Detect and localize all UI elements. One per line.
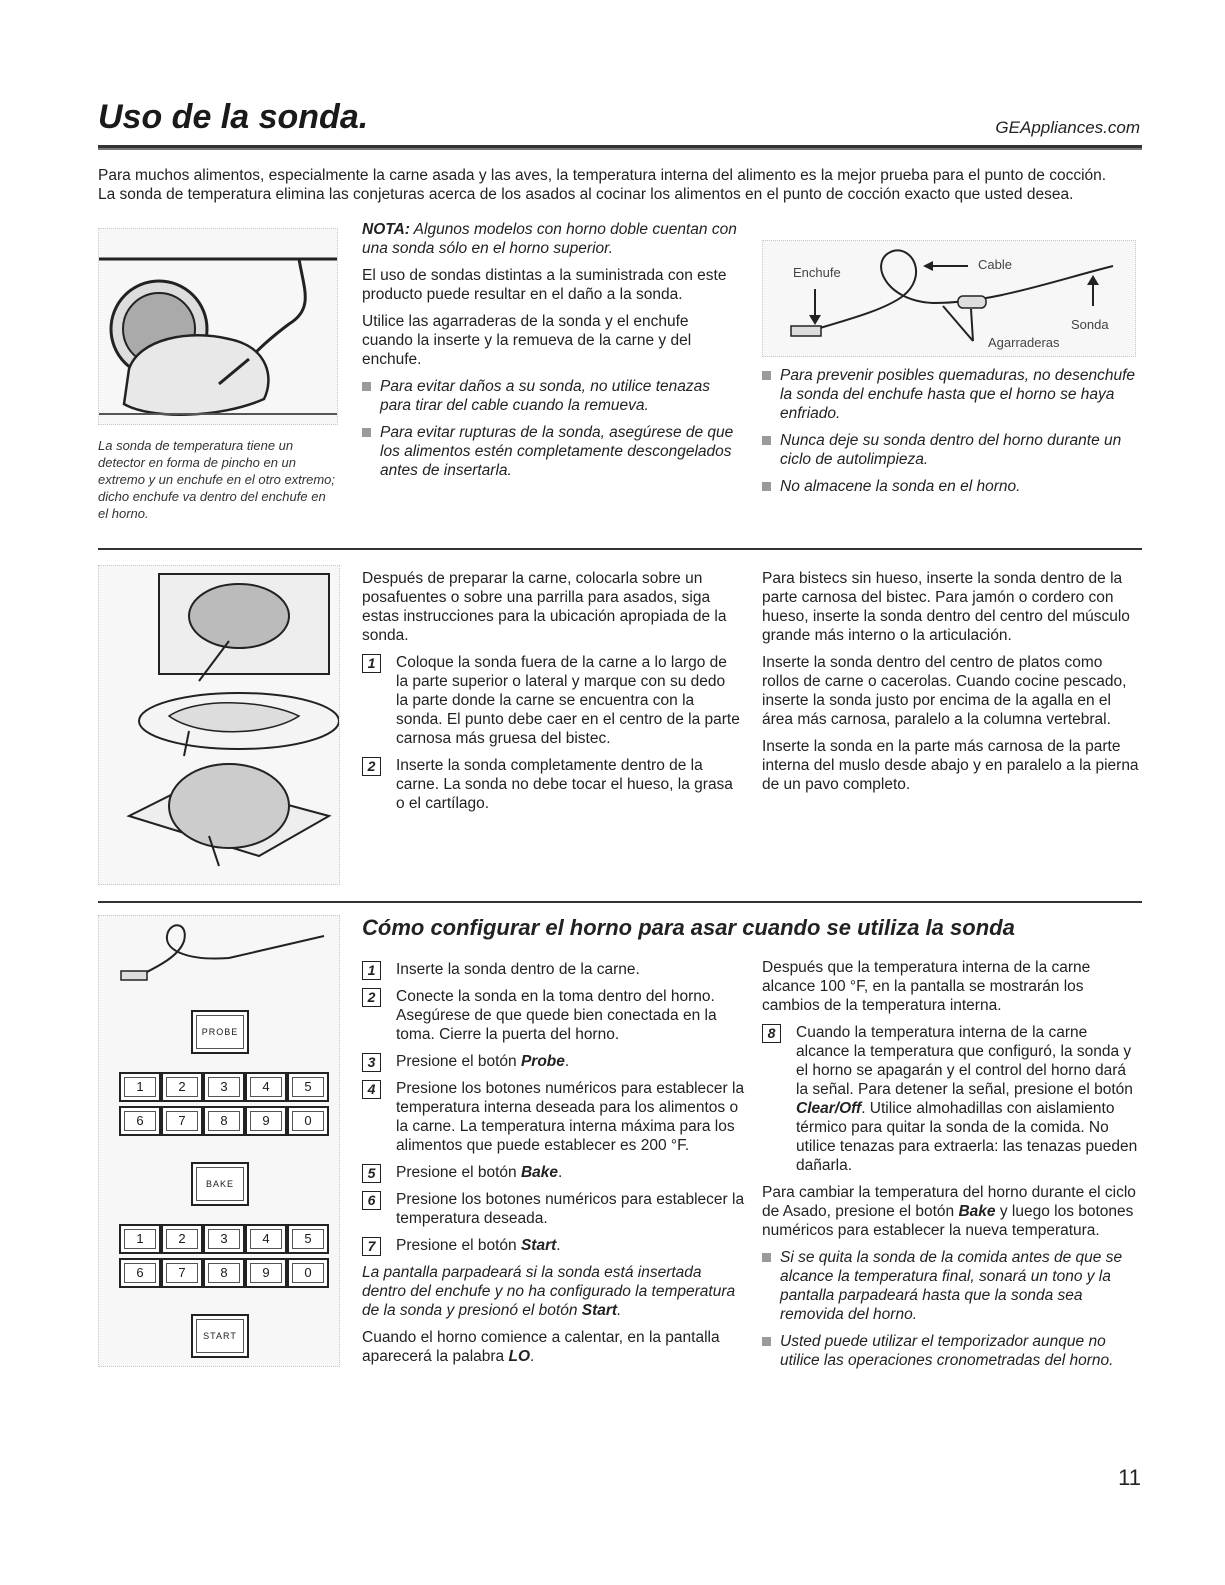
key-8[interactable]: 8 <box>203 1258 245 1288</box>
step-number: 2 <box>362 757 381 776</box>
probe-parts-diagram <box>762 240 1136 357</box>
start-button[interactable]: START <box>191 1314 249 1358</box>
step-text: Cuando la temperatura interna de la carne alcance la temperatura que configuró, la sonda y el horno se apagarán y el control del horno dará la señal. Para detener la señal, presione el botón Clear/Off. Utilice almohadillas con aislamiento térmico para quitar la sonda de la comida. No utilice tenazas para extraerla: las tenazas pueden dañarla. <box>796 1024 1138 1174</box>
bullet-item: Para evitar rupturas de la sonda, asegúrese de que los alimentos estén completamente descongelados antes de insertarla. <box>362 423 740 480</box>
section1-paragraph-2: Utilice las agarraderas de la sonda y el enchufe cuando la inserte y la remueva de la carne y del enchufe. <box>362 313 692 368</box>
intro-text <box>98 166 1138 204</box>
section-divider <box>98 901 1142 903</box>
key-8[interactable]: 8 <box>203 1106 245 1136</box>
lo-note: Cuando el horno comience a calentar, en la pantalla aparecerá la palabra LO. <box>362 1329 720 1365</box>
bullet-item: Para prevenir posibles quemaduras, no desenchufe la sonda del enchufe hasta que el horno se haya enfriado. <box>762 366 1140 423</box>
step-4 <box>362 1079 747 1155</box>
section-heading: Cómo configurar el horno para asar cuando se utiliza la sonda <box>362 915 1015 940</box>
probe-in-roast-illustration <box>98 228 338 425</box>
key-2[interactable]: 2 <box>161 1072 203 1102</box>
label-sonda: Sonda <box>1071 317 1109 332</box>
step-text: Presione los botones numéricos para establecer la temperatura deseada. <box>396 1191 745 1227</box>
probe-icon <box>99 916 339 986</box>
note-text: Algunos modelos con horno doble cuentan con una sonda sólo en el horno superior. <box>362 221 737 257</box>
key-4[interactable]: 4 <box>245 1072 287 1102</box>
section2-right-paragraph: Inserte la sonda en la parte más carnosa de la parte interna del muslo desde abajo y en paralelo a la pierna de un pavo completo. <box>762 738 1139 793</box>
section2-right-paragraph: Para bistecs sin hueso, inserte la sonda dentro de la parte carnosa del bistec. Para jamón o cordero con hueso, inserte la sonda dentro del centro del músculo grande más interno o la articulación. <box>762 570 1130 644</box>
section3-right-column <box>762 958 1140 1370</box>
step-text: Coloque la sonda fuera de la carne a lo largo de la parte superior o lateral y marque con su dedo la parte donde la carne se encuentra con la sonda. El punto debe caer en el centro de la parte carnosa más gruesa del bistec. <box>396 654 740 747</box>
keypad-illustration <box>98 915 340 1367</box>
step-number: 8 <box>762 1024 781 1043</box>
step-number: 7 <box>362 1237 381 1256</box>
step-number: 6 <box>362 1191 381 1210</box>
label-cable: Cable <box>978 257 1012 272</box>
section3-middle-column <box>362 960 747 1366</box>
bullet-item: No almacene la sonda en el horno. <box>762 477 1140 496</box>
step-5 <box>362 1163 747 1182</box>
step-text: Inserte la sonda dentro de la carne. <box>396 961 640 978</box>
change-temperature-paragraph: Para cambiar la temperatura del horno durante el ciclo de Asado, presione el botón Bake y luego los botones numéricos para establecer la nueva temperatura. <box>762 1184 1136 1239</box>
step-6 <box>362 1190 747 1228</box>
key-1[interactable]: 1 <box>119 1224 161 1254</box>
intro-line-2: La sonda de temperatura elimina las conjeturas acerca de los asados al cocinar los alimentos en el punto de cocción exacto que usted desea. <box>98 186 1074 203</box>
step-2 <box>362 756 740 813</box>
key-6[interactable]: 6 <box>119 1258 161 1288</box>
probe-caption: La sonda de temperatura tiene un detector en forma de pincho en un extremo y un enchufe en el otro extremo; dicho enchufe va dentro del enchufe en el horno. <box>98 438 336 521</box>
section1-middle-column <box>362 220 740 480</box>
step-1 <box>362 653 740 748</box>
section2-paragraph-1: Después de preparar la carne, colocarla sobre un posafuentes o sobre una parrilla para asados, siga estas instrucciones para la ubicación apropiada de la sonda. <box>362 570 727 644</box>
note-label: NOTA: <box>362 221 410 238</box>
step-number: 4 <box>362 1080 381 1099</box>
page-number: 11 <box>1118 1465 1141 1490</box>
section1-right-bullets <box>762 366 1140 496</box>
step-number: 1 <box>362 654 381 673</box>
roast-probe-icon <box>99 229 337 424</box>
key-0[interactable]: 0 <box>287 1258 329 1288</box>
section3-right-paragraph: Después que la temperatura interna de la carne alcance 100 °F, en la pantalla se mostrarán los cambios de la temperatura interna. <box>762 959 1091 1014</box>
key-3[interactable]: 3 <box>203 1072 245 1102</box>
key-0[interactable]: 0 <box>287 1106 329 1136</box>
website-link: GEAppliances.com <box>995 118 1140 137</box>
step-number: 2 <box>362 988 381 1007</box>
step-text: Presione el botón Probe. <box>396 1053 570 1070</box>
key-1[interactable]: 1 <box>119 1072 161 1102</box>
step-number: 5 <box>362 1164 381 1183</box>
step-text: Presione el botón Bake. <box>396 1164 563 1181</box>
section2-middle-column <box>362 569 740 813</box>
probe-button[interactable]: PROBE <box>191 1010 249 1054</box>
step-text: Inserte la sonda completamente dentro de la carne. La sonda no debe tocar el hueso, la grasa o el cartílago. <box>396 757 733 812</box>
section1-paragraph-1: El uso de sondas distintas a la suministrada con este producto puede resultar en el daño a la sonda. <box>362 267 727 303</box>
step-8 <box>762 1023 1140 1175</box>
step-text: Presione los botones numéricos para establecer la temperatura interna deseada para los alimentos o la carne. La temperatura interna máxima para los alimentos que puede establecer es 200 °F. <box>396 1080 745 1154</box>
page-title: Uso de la sonda. <box>98 98 369 136</box>
intro-line-1: Para muchos alimentos, especialmente la carne asada y las aves, la temperatura interna del alimento es la mejor prueba para el punto de cocción. <box>98 167 1107 184</box>
label-agarraderas: Agarraderas <box>988 335 1060 350</box>
step-text: Presione el botón Start. <box>396 1237 561 1254</box>
section2-right-column <box>762 569 1140 794</box>
probe-diagram-icon <box>763 241 1135 356</box>
key-3[interactable]: 3 <box>203 1224 245 1254</box>
step-text: Conecte la sonda en la toma dentro del horno. Asegúrese de que quede bien conectada en la toma. Cierre la puerta del horno. <box>396 988 717 1043</box>
key-6[interactable]: 6 <box>119 1106 161 1136</box>
section2-right-paragraph: Inserte la sonda dentro del centro de platos como rollos de carne o cacerolas. Cuando cocine pescado, inserte la sonda justo por encima de la agalla en el área más carnosa, paralelo a la columna vertebral. <box>762 654 1127 728</box>
step-number: 1 <box>362 961 381 980</box>
header-rule <box>98 145 1142 150</box>
step-3 <box>362 1052 747 1071</box>
step-7 <box>362 1236 747 1255</box>
key-5[interactable]: 5 <box>287 1224 329 1254</box>
step-2 <box>362 987 747 1044</box>
step-number: 3 <box>362 1053 381 1072</box>
bullet-item: Nunca deje su sonda dentro del horno durante un ciclo de autolimpieza. <box>762 431 1140 469</box>
bullet-item: Para evitar daños a su sonda, no utilice tenazas para tirar del cable cuando la remueva. <box>362 377 740 415</box>
key-5[interactable]: 5 <box>287 1072 329 1102</box>
food-dishes-icon <box>99 566 339 884</box>
key-7[interactable]: 7 <box>161 1106 203 1136</box>
key-2[interactable]: 2 <box>161 1224 203 1254</box>
bullet-item: Usted puede utilizar el temporizador aunque no utilice las operaciones cronometradas del horno. <box>762 1332 1140 1370</box>
step-1 <box>362 960 747 979</box>
bullet-item: Si se quita la sonda de la comida antes de que se alcance la temperatura final, sonará un tono y la pantalla parpadeará hasta que la sonda sea removida del horno. <box>762 1248 1140 1324</box>
key-9[interactable]: 9 <box>245 1106 287 1136</box>
key-9[interactable]: 9 <box>245 1258 287 1288</box>
key-4[interactable]: 4 <box>245 1224 287 1254</box>
blink-note: La pantalla parpadeará si la sonda está insertada dentro del enchufe y no ha configurado la temperatura de la sonda y presionó el botón Start. <box>362 1264 736 1319</box>
food-probe-placement-illustration <box>98 565 340 885</box>
label-enchufe: Enchufe <box>793 265 841 280</box>
section-divider <box>98 548 1142 550</box>
bake-button[interactable]: BAKE <box>191 1162 249 1206</box>
key-7[interactable]: 7 <box>161 1258 203 1288</box>
